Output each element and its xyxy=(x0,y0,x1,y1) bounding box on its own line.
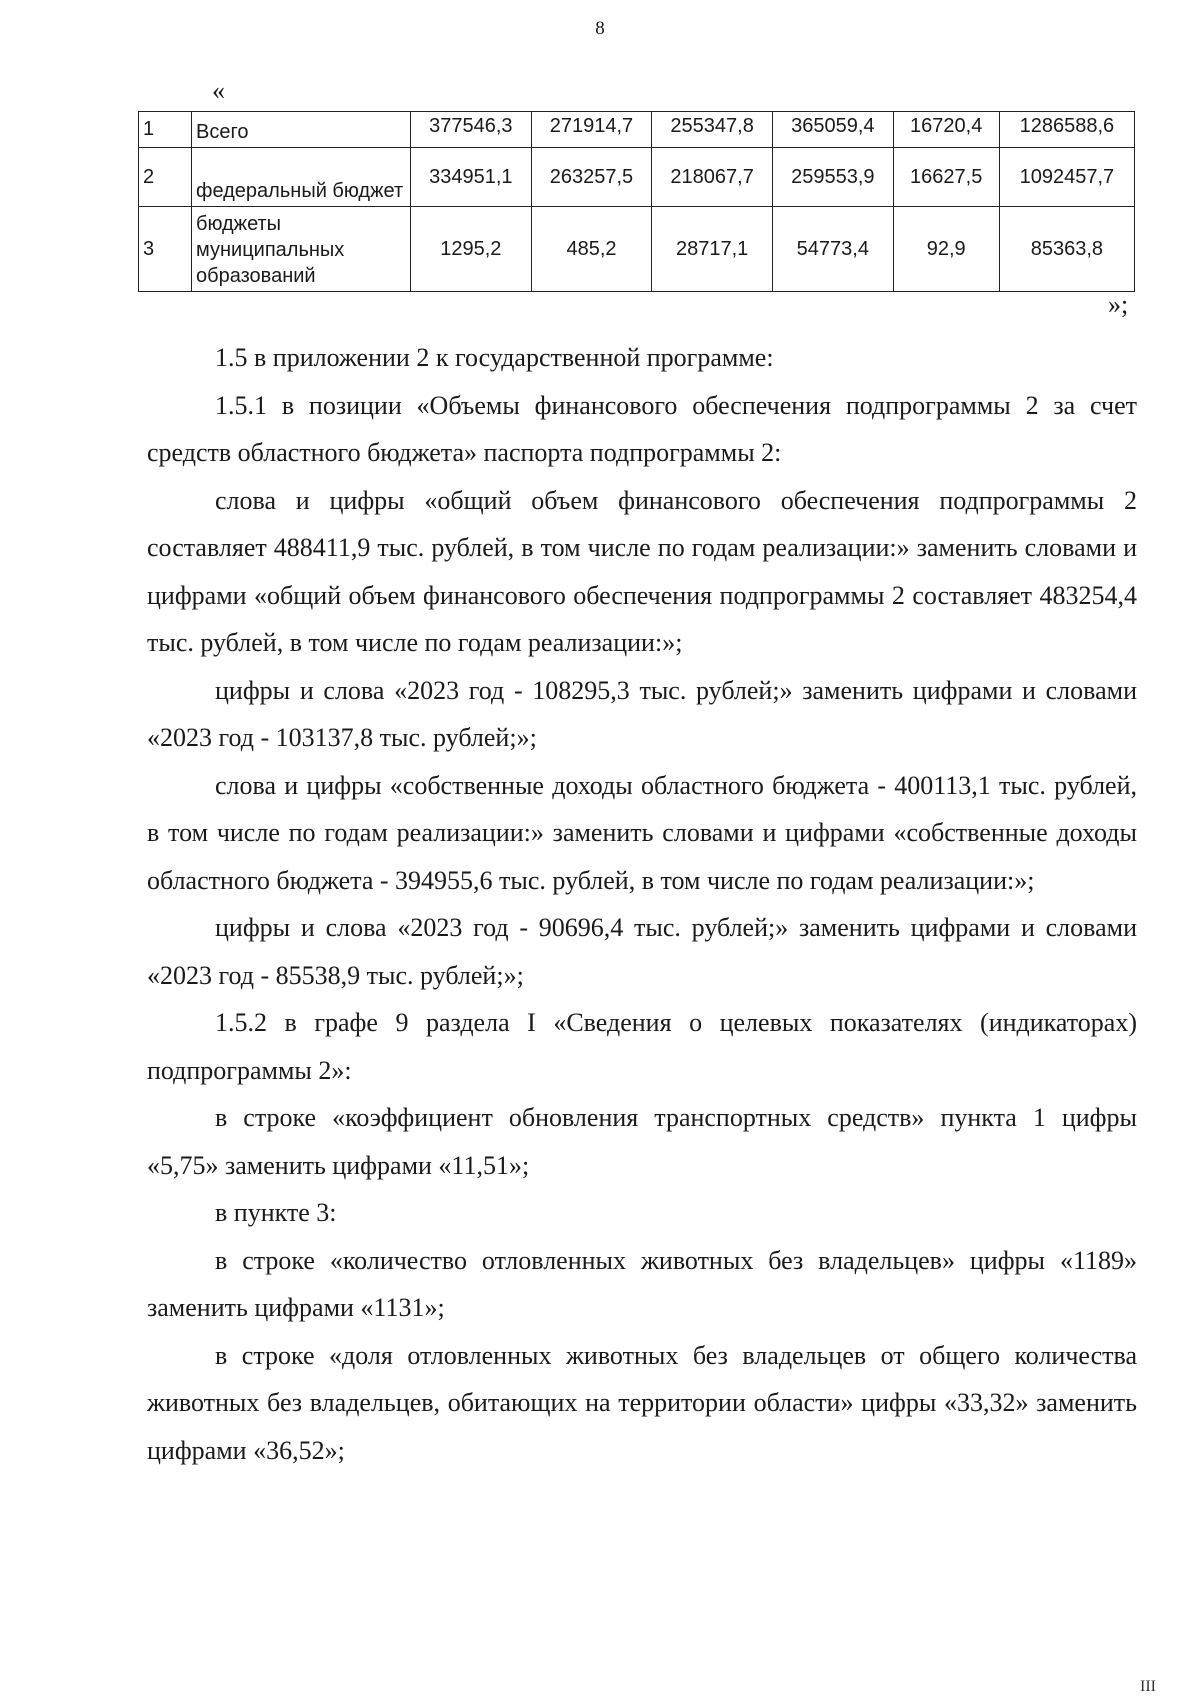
paragraph: в пункте 3: xyxy=(215,1198,337,1227)
table-close-quote: »; xyxy=(1108,290,1129,319)
paragraph: цифры и слова «2023 год - 108295,3 тыс. рублей;» заменить цифрами и словами «2023 год - 103137,8 тыс. рублей;»; xyxy=(147,675,1137,752)
row-index-cell: 2 xyxy=(139,148,192,207)
value-cell: 377546,3 xyxy=(411,112,532,148)
value-cell: 16720,4 xyxy=(893,112,999,148)
row-index-cell: 1 xyxy=(139,112,192,148)
value-cell: 365059,4 xyxy=(772,112,893,148)
paragraph: 1.5 в приложении 2 к государственной программе: xyxy=(215,343,774,372)
paragraph: в строке «количество отловленных животных без владельцев» цифры «1189» заменить цифрами «1131»; xyxy=(147,1245,1137,1322)
table-row xyxy=(139,148,1135,207)
value-cell: 334951,1 xyxy=(411,148,532,207)
row-label-cell: Всего xyxy=(192,112,411,148)
paragraph: 1.5.1 в позиции «Объемы финансового обеспечения подпрограммы 2 за счет средств областного бюджета» паспорта подпрограммы 2: xyxy=(147,390,1137,467)
value-cell: 259553,9 xyxy=(772,148,893,207)
table-row xyxy=(139,112,1135,148)
paragraph: в строке «коэффициент обновления транспортных средств» пункта 1 цифры «5,75» заменить цифрами «11,51»; xyxy=(147,1103,1137,1180)
table-open-quote: « xyxy=(212,76,225,105)
paragraph: цифры и слова «2023 год - 90696,4 тыс. рублей;» заменить цифрами и словами «2023 год - 85538,9 тыс. рублей;»; xyxy=(147,913,1137,990)
value-cell: 85363,8 xyxy=(999,207,1134,292)
value-cell: 271914,7 xyxy=(531,112,652,148)
financing-table xyxy=(138,111,1135,292)
page-number: 8 xyxy=(595,18,605,39)
value-cell: 16627,5 xyxy=(893,148,999,207)
financing-table-body xyxy=(139,112,1135,292)
value-cell: 255347,8 xyxy=(652,112,773,148)
value-cell: 1092457,7 xyxy=(999,148,1134,207)
row-label-cell: федеральный бюджет xyxy=(192,148,411,207)
value-cell: 485,2 xyxy=(531,207,652,292)
value-cell: 218067,7 xyxy=(652,148,773,207)
paragraph: слова и цифры «общий объем финансового обеспечения подпрограммы 2 составляет 488411,9 тыс. рублей, в том числе по годам реализации:» заменить словами и цифрами «общий объем финансового обеспечения подпрограммы 2 составляет 483254,4 тыс. рублей, в том числе по годам реализации:»; xyxy=(147,485,1137,657)
value-cell: 263257,5 xyxy=(531,148,652,207)
paragraph: слова и цифры «собственные доходы областного бюджета - 400113,1 тыс. рублей, в том числе по годам реализации:» заменить словами и цифрами «собственные доходы областного бюджета - 394955,6 тыс. рублей, в том числе по годам реализации:»; xyxy=(147,770,1137,895)
value-cell: 28717,1 xyxy=(652,207,773,292)
paragraph: 1.5.2 в графе 9 раздела I «Сведения о целевых показателях (индикаторах) подпрограммы 2»: xyxy=(147,1008,1137,1085)
value-cell: 1295,2 xyxy=(411,207,532,292)
table-row xyxy=(139,207,1135,292)
row-index-cell: 3 xyxy=(139,207,192,292)
row-label-cell: бюджеты муниципальных образований xyxy=(192,207,411,292)
document-body xyxy=(147,334,1137,1474)
value-cell: 54773,4 xyxy=(772,207,893,292)
paragraph: в строке «доля отловленных животных без владельцев от общего количества животных без владельцев, обитающих на территории области» цифры «33,32» заменить цифрами «36,52»; xyxy=(147,1340,1137,1465)
value-cell: 1286588,6 xyxy=(999,112,1134,148)
footer-marks: III xyxy=(1140,1678,1156,1695)
value-cell: 92,9 xyxy=(893,207,999,292)
